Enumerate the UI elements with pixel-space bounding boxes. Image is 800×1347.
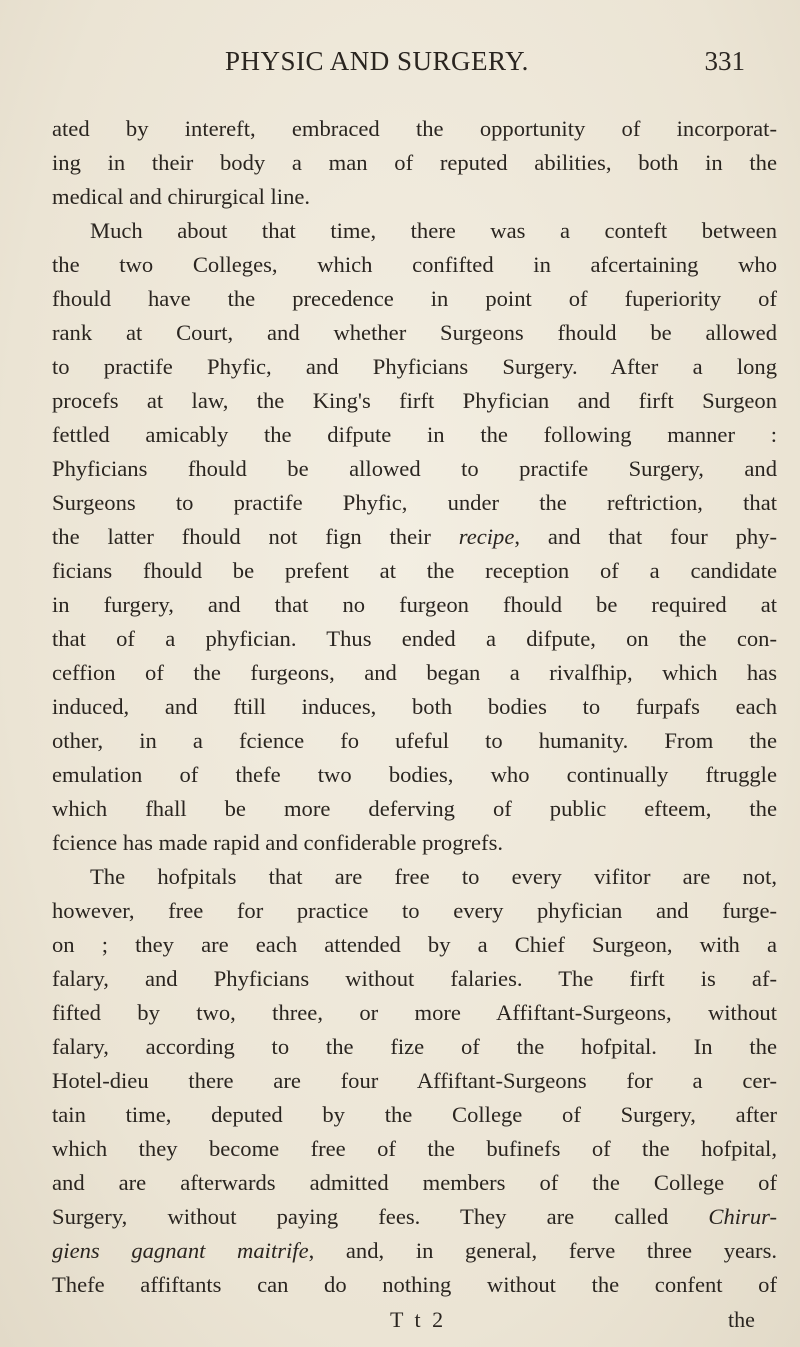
text-line: to practife Phyfic, and Phyficians Surgery. After a long	[52, 354, 777, 379]
text-line: The hofpitals that are free to every vifitor are not,	[90, 864, 777, 889]
text-line: tain time, deputed by the College of Surgery, after	[52, 1102, 777, 1127]
text-line: ated by intereft, embraced the opportunity of incorporat-	[52, 116, 777, 141]
page-header	[225, 46, 745, 90]
text-line: and are afterwards admitted members of the College of	[52, 1170, 777, 1195]
text-line: induced, and ftill induces, both bodies to furpafs each	[52, 694, 777, 719]
text-line: ficians fhould be prefent at the reception of a candidate	[52, 558, 777, 583]
text-line: fettled amicably the difpute in the following manner :	[52, 422, 777, 447]
catchword: the	[728, 1307, 755, 1332]
signature-mark: T t 2	[390, 1307, 447, 1332]
body-text	[52, 112, 777, 1302]
text-line: Thefe affiftants can do nothing without the confent of	[52, 1272, 777, 1297]
text-line: that of a phyfician. Thus ended a difpute, on the con-	[52, 626, 777, 651]
text-line: rank at Court, and whether Surgeons fhould be allowed	[52, 320, 777, 345]
text-line: falary, and Phyficians without falaries. The firft is af-	[52, 966, 777, 991]
text-line: Surgery, without paying fees. They are called Chirur-	[52, 1204, 777, 1229]
text-line: Hotel-dieu there are four Affiftant-Surgeons for a cer-	[52, 1068, 777, 1093]
text-line: the two Colleges, which confifted in afcertaining who	[52, 252, 777, 277]
text-line: Phyficians fhould be allowed to practife Surgery, and	[52, 456, 777, 481]
text-line: the latter fhould not fign their recipe, and that four phy-	[52, 524, 777, 549]
page-footer	[0, 1307, 800, 1343]
text-line: fhould have the precedence in point of fuperiority of	[52, 286, 777, 311]
text-line: ceffion of the furgeons, and began a rivalfhip, which has	[52, 660, 777, 685]
text-line: which fhall be more deferving of public efteem, the	[52, 796, 777, 821]
text-line: Much about that time, there was a conteft between	[90, 218, 777, 243]
text-line: which they become free of the bufinefs of the hofpital,	[52, 1136, 777, 1161]
text-line: on ; they are each attended by a Chief Surgeon, with a	[52, 932, 777, 957]
text-line: ing in their body a man of reputed abilities, both in the	[52, 150, 777, 175]
text-line: fifted by two, three, or more Affiftant-Surgeons, without	[52, 1000, 777, 1025]
text-line: in furgery, and that no furgeon fhould be required at	[52, 592, 777, 617]
text-line: falary, according to the fize of the hofpital. In the	[52, 1034, 777, 1059]
page-number: 331	[704, 46, 745, 76]
running-head: PHYSIC AND SURGERY.	[225, 46, 529, 76]
text-line: giens gagnant maitrife, and, in general, ferve three years.	[52, 1238, 777, 1263]
text-line: other, in a fcience fo ufeful to humanity. From the	[52, 728, 777, 753]
text-line: emulation of thefe two bodies, who continually ftruggle	[52, 762, 777, 787]
text-line: fcience has made rapid and confiderable progrefs.	[52, 830, 504, 855]
text-line: medical and chirurgical line.	[52, 184, 311, 209]
text-line: procefs at law, the King's firft Phyfician and firft Surgeon	[52, 388, 777, 413]
text-line: however, free for practice to every phyfician and furge-	[52, 898, 777, 923]
text-line: Surgeons to practife Phyfic, under the reftriction, that	[52, 490, 777, 515]
